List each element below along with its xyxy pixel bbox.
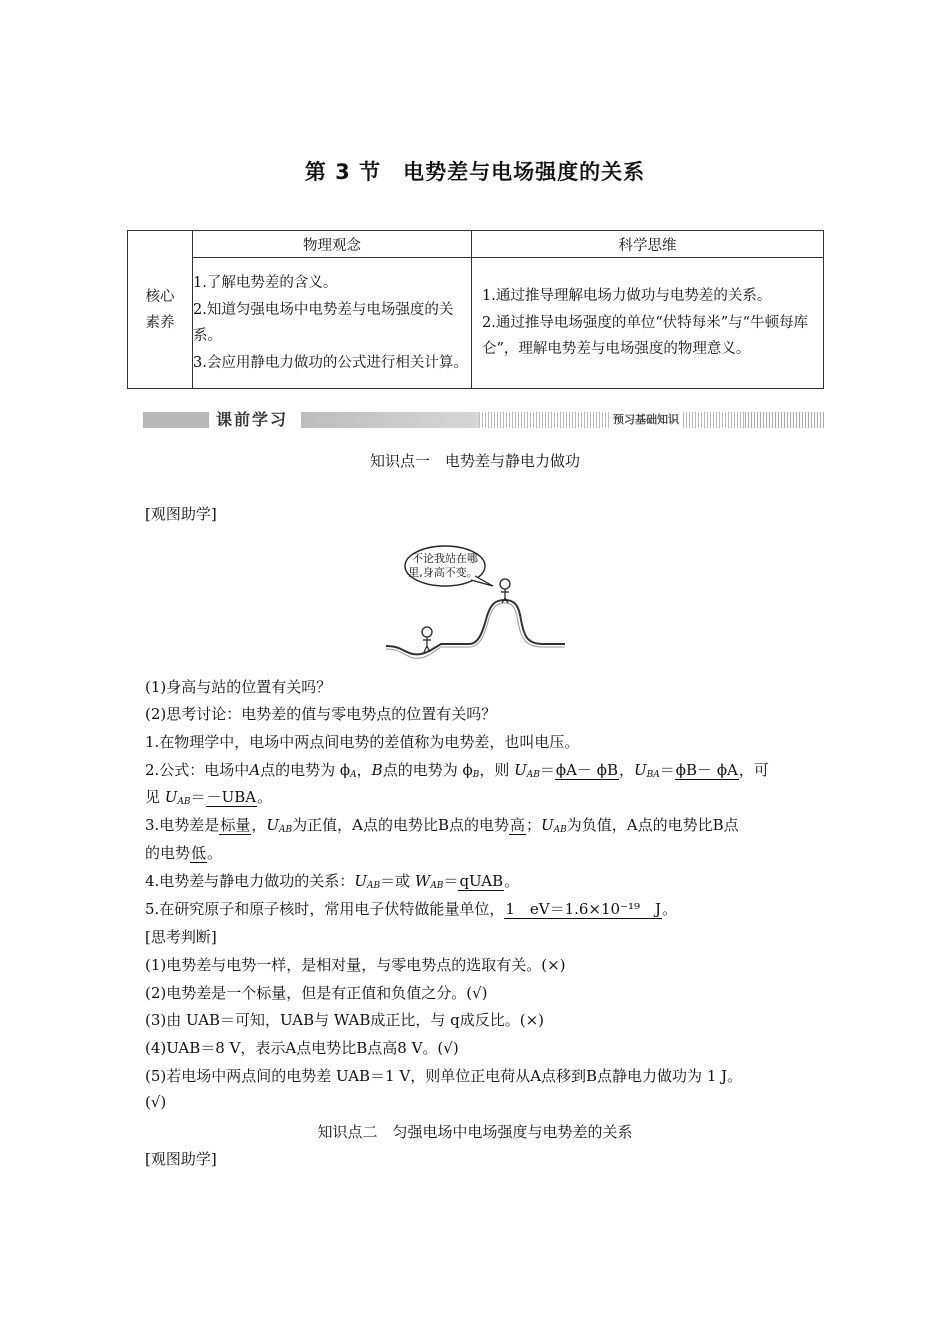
point-4: 4.电势差与静电力做功的关系：$U_{AB}=$或 $W_{AB}=qUAB$。 — [145, 872, 520, 891]
answer-uba: ϕB－ ϕA — [675, 761, 738, 779]
answer-work: qUAB — [459, 872, 504, 890]
guantu-label-2: [观图助学] — [145, 1150, 217, 1168]
col1-header: 物理观念 — [193, 231, 472, 258]
guantu-label: [观图助学] — [145, 505, 217, 523]
judge-label: [思考判断] — [145, 928, 217, 946]
knowledge-point-1-title: 知识点一 电势差与静电力做功 — [369, 452, 580, 470]
banner-tag: 预习基础知识 — [609, 410, 683, 430]
answer-low: 低 — [191, 844, 207, 862]
answer-uab: ϕA－ ϕB — [555, 761, 618, 779]
bubble-text-line2: 里,身高不变。 — [408, 566, 478, 579]
question-1: (1)身高与站的位置有关吗？ — [145, 678, 332, 696]
judge-4: (4)UAB＝8 V，表示A点电势比B点高8 V。(√) — [145, 1039, 459, 1057]
judge-2: (2)电势差是一个标量，但是有正值和负值之分。(√) — [145, 984, 488, 1002]
answer-scalar: 标量 — [220, 816, 251, 834]
col1-content — [193, 258, 472, 389]
page-title: 第 3 节 电势差与电场强度的关系 — [304, 160, 646, 184]
point-2-cont: 见 $U_{AB}=-UBA$。 — [145, 788, 273, 807]
question-2: (2)思考讨论：电势差的值与零电势点的位置有关吗？ — [145, 705, 497, 723]
judge-5: (5)若电场中两点间的电势差 UAB＝1 V，则单位正电荷从A点移到B点静电力做功为 1 J。 — [145, 1067, 743, 1085]
answer-high: 高 — [509, 816, 525, 834]
row-label: 核心素养 — [128, 231, 193, 389]
point-3-cont: 的电势低。 — [145, 844, 223, 862]
judge-5-cont: (√) — [145, 1093, 167, 1111]
section-banner — [143, 409, 825, 431]
col1-item: 3.会应用静电力做功的公式进行相关计算。 — [193, 354, 468, 371]
cartoon-figure — [383, 536, 569, 664]
answer-ev: 1 eV＝1.6×10⁻¹⁹ J — [505, 900, 662, 918]
banner-label: 课前学习 — [216, 410, 289, 429]
point-1: 1.在物理学中，电场中两点间电势的差值称为电势差，也叫电压。 — [145, 733, 580, 751]
judge-3: (3)由 UAB＝可知，UAB与 WAB成正比，与 q成反比。(×) — [145, 1011, 545, 1029]
answer-relation: －UBA — [206, 788, 257, 806]
core-literacy-table — [127, 230, 824, 389]
point-2: 2.公式：电场中A点的电势为 $\phi_A$，B点的电势为 $\phi_B$，则 $U_{AB}=\phi A- \phi B$，$U_{BA}=\phi B- \phi A$，可 — [145, 761, 769, 780]
col2-header: 科学思维 — [472, 231, 824, 258]
col2-item: 2.通过推导电场强度的单位“伏特每米”与“牛顿每库仑”，理解电势差与电场强度的物理意义。 — [482, 314, 809, 358]
col1-item: 1.了解电势差的含义。 — [193, 275, 338, 291]
col1-item: 2.知道匀强电场中电势差与电场强度的关系。 — [193, 301, 454, 344]
col2-item: 1.通过推导理解电场力做功与电势差的关系。 — [482, 288, 772, 305]
knowledge-point-2-title: 知识点二 匀强电场中电场强度与电势差的关系 — [317, 1123, 633, 1141]
bubble-text-line1: 不论我站在哪 — [412, 552, 478, 565]
point-3: 3.电势差是标量，$U_{AB}$为正值，A点的电势比B点的电势高；$U_{AB}$为负值，A点的电势比B点 — [145, 816, 739, 835]
col2-content — [472, 258, 824, 389]
point-5: 5.在研究原子和原子核时，常用电子伏特做能量单位，1 eV＝1.6×10⁻¹⁹ J。 — [145, 900, 678, 918]
judge-1: (1)电势差与电势一样，是相对量，与零电势点的选取有关。(×) — [145, 956, 566, 974]
